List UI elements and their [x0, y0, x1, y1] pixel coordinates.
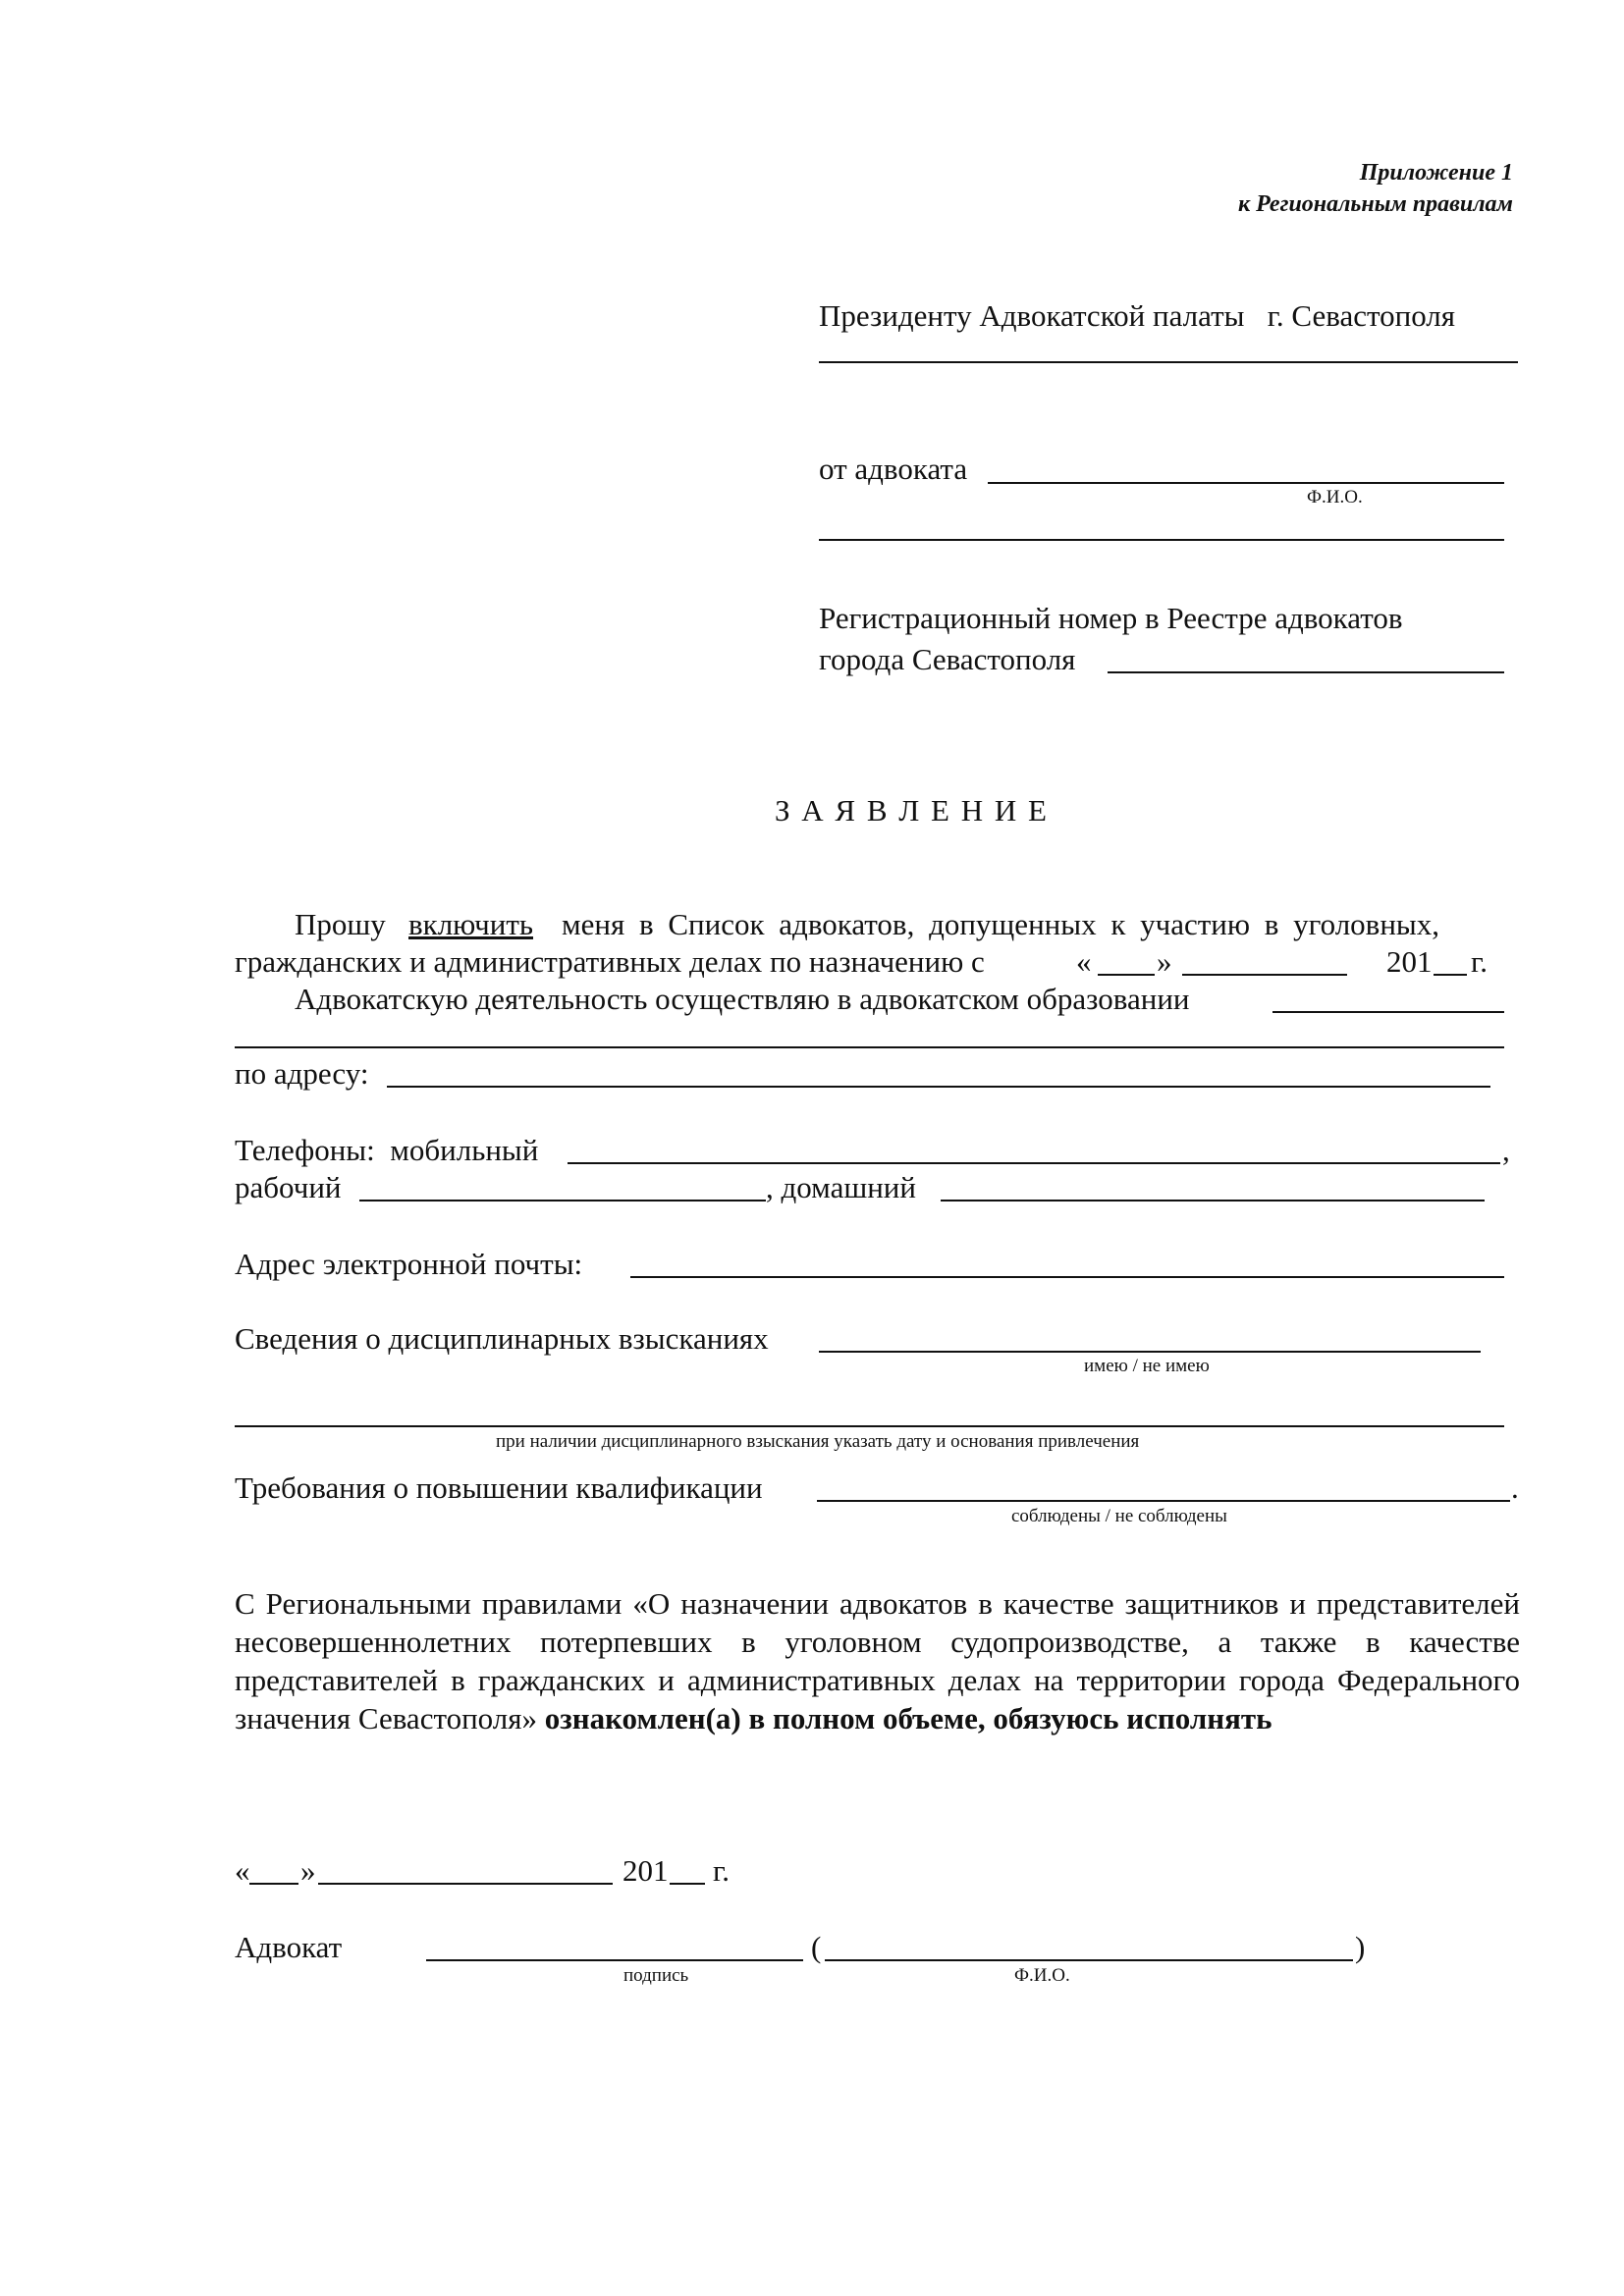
sign-year-suffix: г.: [713, 1853, 730, 1888]
lawyer-name-field-2[interactable]: [819, 539, 1504, 541]
phones-comma: ,: [1502, 1133, 1510, 1167]
start-year-suffix: г.: [1471, 944, 1488, 979]
discipline-details-caption: при наличии дисциплинарного взыскания указать дату и основания привлечения: [496, 1431, 1140, 1452]
start-month-field[interactable]: [1182, 974, 1347, 976]
work-phone-field[interactable]: [359, 1200, 766, 1201]
lawyer-office-field-2[interactable]: [235, 1046, 1504, 1048]
sign-date-quote-open: «: [235, 1853, 250, 1888]
addressee-line[interactable]: [819, 361, 1518, 363]
acknowledgement-text: С Региональными правилами «О назначении адвокатов в качестве защитников и представителей несовершеннолетних потерпевших в уголовном судопроизводстве, а также в качестве представителей в гражданских и административных делах на территории города Федерального значения Севастополя»: [235, 1586, 1520, 1735]
home-phone-field[interactable]: [941, 1200, 1485, 1201]
appendix-label: Приложение 1: [1359, 160, 1513, 186]
acknowledgement-paragraph: [235, 1584, 1520, 1737]
request-prefix: Прошу: [295, 907, 386, 941]
registry-number-field[interactable]: [1108, 671, 1504, 673]
request-text-line2: гражданских и административных делах по назначению с: [235, 944, 985, 979]
document-title: З А Я В Л Е Н И Е: [775, 793, 1049, 828]
sign-day-field[interactable]: [249, 1883, 298, 1885]
sign-month-field[interactable]: [318, 1883, 613, 1885]
email-field[interactable]: [630, 1276, 1504, 1278]
start-date-quote-open: «: [1076, 944, 1092, 979]
paren-close: ): [1355, 1930, 1366, 1964]
start-year-field[interactable]: [1434, 974, 1467, 976]
registry-city-label: города Севастополя: [819, 642, 1076, 676]
qualification-caption: соблюдены / не соблюдены: [1011, 1506, 1227, 1526]
fio-caption: Ф.И.О.: [1307, 487, 1363, 507]
signature-fio-field[interactable]: [825, 1959, 1353, 1961]
registry-number-label: Регистрационный номер в Реестре адвокатов: [819, 601, 1403, 635]
discipline-caption: имею / не имею: [1084, 1356, 1210, 1376]
address-field[interactable]: [387, 1086, 1490, 1088]
lawyer-office-field[interactable]: [1272, 1011, 1504, 1013]
phones-label: Телефоны: мобильный: [235, 1133, 539, 1167]
request-text-line1: меня в Список адвокатов, допущенных к участию в уголовных,: [562, 907, 1439, 941]
from-lawyer-label: от адвоката: [819, 452, 968, 486]
sign-date-quote-close: »: [300, 1853, 316, 1888]
signature-fio-caption: Ф.И.О.: [1014, 1965, 1070, 1986]
request-verb: включить: [408, 907, 534, 941]
activity-text: Адвокатскую деятельность осуществляю в адвокатском образовании: [295, 982, 1190, 1016]
work-phone-label: рабочий: [235, 1170, 342, 1204]
appendix-reference: к Региональным правилам: [1237, 191, 1513, 217]
paren-open: (: [811, 1930, 822, 1964]
qualification-period: .: [1511, 1470, 1519, 1505]
address-label: по адресу:: [235, 1056, 369, 1091]
qualification-label: Требования о повышении квалификации: [235, 1470, 763, 1505]
discipline-label: Сведения о дисциплинарных взысканиях: [235, 1321, 769, 1356]
acknowledgement-bold: ознакомлен(а) в полном объеме, обязуюсь исполнять: [544, 1701, 1272, 1735]
addressee-president: Президенту Адвокатской палаты г. Севастополя: [819, 298, 1456, 333]
lawyer-signature-label: Адвокат: [235, 1930, 343, 1964]
start-year-prefix: 201: [1386, 944, 1433, 979]
home-phone-label: , домашний: [766, 1170, 916, 1204]
mobile-phone-field[interactable]: [568, 1162, 1500, 1164]
sign-year-field[interactable]: [670, 1883, 705, 1885]
start-date-quote-close: »: [1157, 944, 1172, 979]
discipline-field[interactable]: [819, 1351, 1481, 1353]
discipline-details-field[interactable]: [235, 1425, 1504, 1427]
sign-year-prefix: 201: [623, 1853, 669, 1888]
lawyer-name-field[interactable]: [988, 482, 1504, 484]
signature-caption: подпись: [623, 1965, 689, 1986]
email-label: Адрес электронной почты:: [235, 1247, 583, 1281]
qualification-field[interactable]: [817, 1500, 1510, 1502]
start-day-field[interactable]: [1098, 974, 1155, 976]
signature-field[interactable]: [426, 1959, 803, 1961]
